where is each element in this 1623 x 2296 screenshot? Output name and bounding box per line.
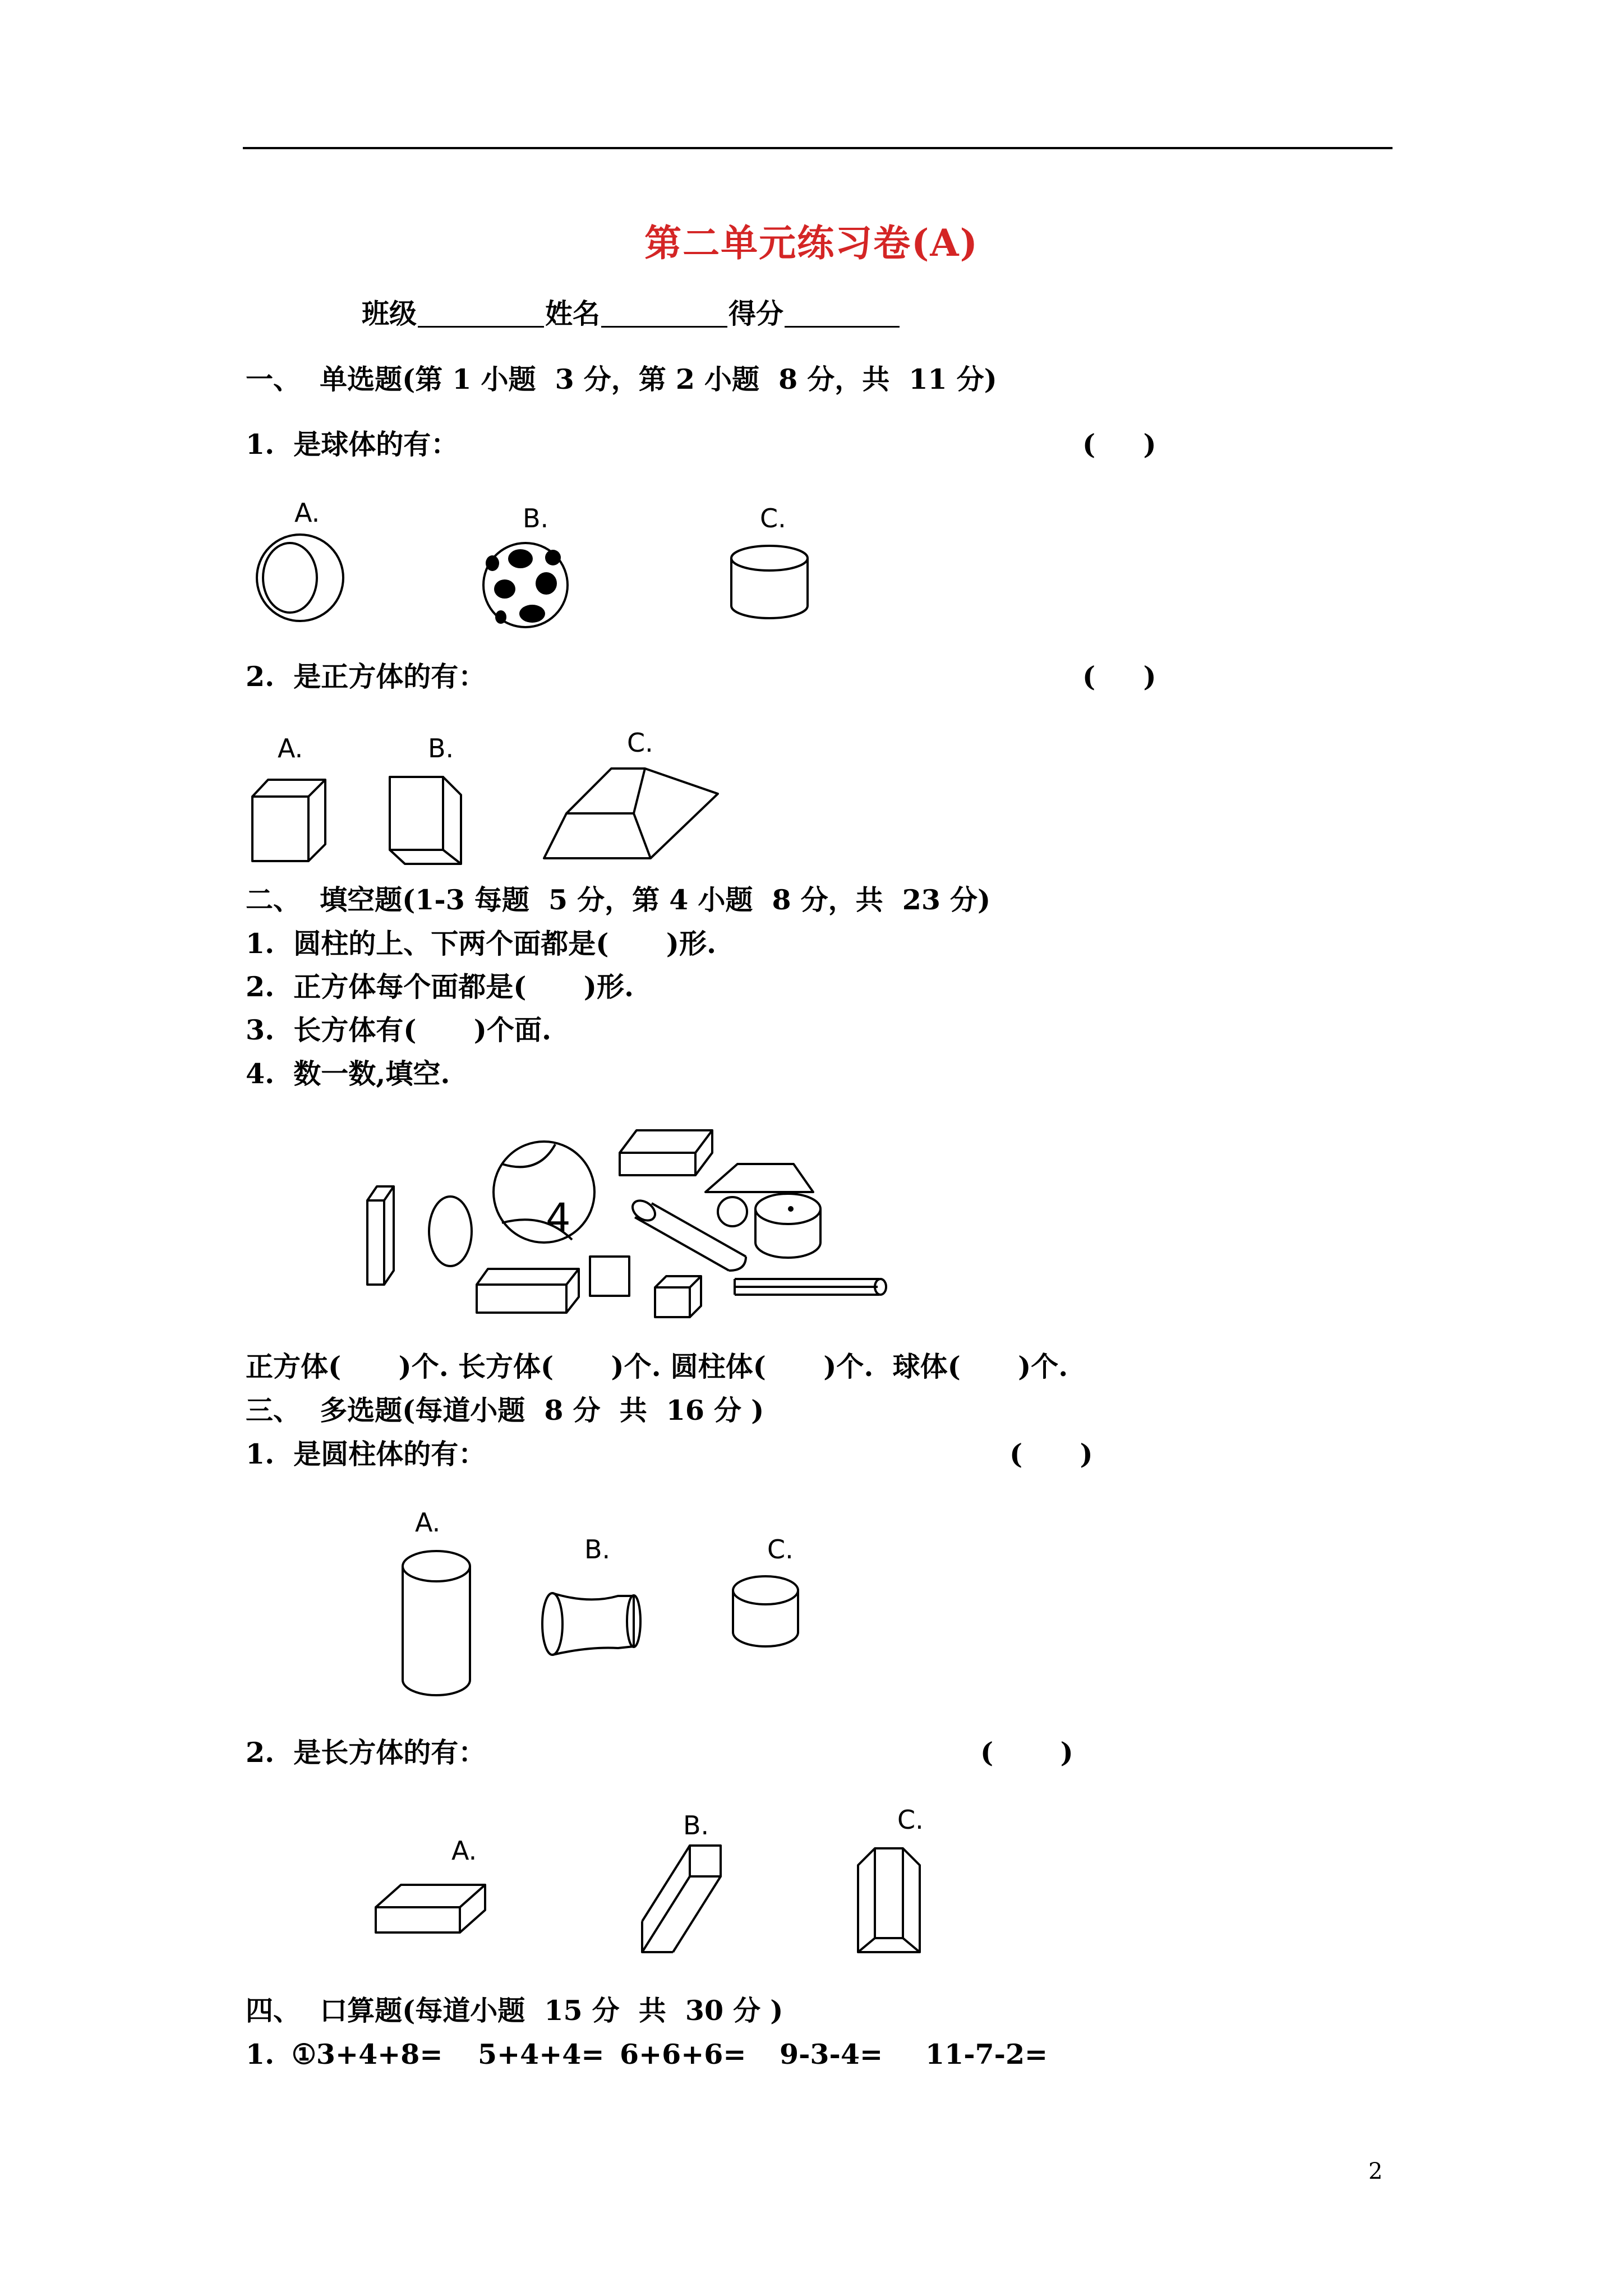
sec3-q1-figures	[387, 1503, 824, 1700]
option-b-label: B.	[683, 1810, 709, 1841]
sec1-q1-text: 1. 是球体的有：	[246, 428, 459, 461]
tall-box-shape	[367, 1186, 394, 1285]
cylinder-shape-c[interactable]	[731, 546, 808, 618]
shapes-count-figure	[359, 1116, 920, 1324]
option-b-label: B.	[584, 1534, 611, 1565]
name-label: 姓名	[545, 297, 601, 330]
sec2-q1-text: 1. 圆柱的上、下两个面都是( )形.	[246, 927, 717, 960]
ball-shape	[494, 1142, 594, 1243]
sec3-q2-figures	[365, 1795, 948, 1963]
sec2-q4-answer-line[interactable]: 正方体( )个. 长方体( )个. 圆柱体( )个. 球体( )个.	[246, 1350, 1068, 1383]
sec3-q1-answer-paren[interactable]: ( )	[1009, 1438, 1093, 1470]
mental-math-item-3[interactable]: 6+6+6=	[620, 2038, 746, 2070]
option-c-label: C.	[627, 728, 653, 758]
page-title: 第二单元练习卷(A)	[644, 221, 979, 265]
option-c-label: C.	[760, 503, 786, 533]
option-a-label: A.	[415, 1507, 441, 1538]
name-blank[interactable]	[601, 301, 727, 328]
score-label: 得分	[728, 297, 784, 330]
sec3-q1-text: 1. 是圆柱体的有：	[246, 1438, 486, 1470]
class-label: 班级	[362, 297, 417, 330]
section2-heading: 二、 填空题(1-3 每题 5 分，第 4 小题 8 分，共 23 分)	[246, 884, 991, 916]
mental-math-item-1[interactable]: ①3+4+8=	[292, 2038, 443, 2070]
slanted-box-shape-b[interactable]	[642, 1846, 721, 1952]
ellipse-shape	[429, 1197, 472, 1266]
frustum-shape-c[interactable]	[544, 769, 718, 858]
sec3-q2-answer-paren[interactable]: ( )	[980, 1736, 1073, 1769]
option-a-label: A.	[451, 1835, 477, 1866]
mental-math-item-5[interactable]: 11-7-2=	[925, 2038, 1048, 2070]
option-c-label: C.	[897, 1805, 924, 1835]
flat-box-shape-top	[620, 1130, 712, 1175]
square-shape	[590, 1257, 629, 1296]
cube-shape-b[interactable]	[390, 777, 461, 864]
mental-math-item-2[interactable]: 5+4+4=	[478, 2038, 605, 2070]
section1-heading: 一、 单选题(第 1 小题 3 分，第 2 小题 8 分，共 11 分)	[246, 363, 997, 395]
small-cube-shape	[655, 1276, 701, 1317]
short-cylinder-shape-c[interactable]	[733, 1576, 798, 1646]
sec1-q2-text: 2. 是正方体的有：	[246, 660, 486, 693]
sec2-q4-text: 4. 数一数,填空.	[246, 1057, 450, 1090]
rod-cylinder-shape	[735, 1279, 886, 1295]
section4-heading: 四、 口算题(每道小题 15 分 共 30 分 )	[246, 1994, 783, 2027]
short-cylinder-shape	[755, 1194, 820, 1258]
class-blank[interactable]	[418, 301, 544, 328]
option-a-label: A.	[294, 498, 320, 528]
option-a-label: A.	[278, 733, 303, 763]
option-b-label: B.	[428, 733, 454, 763]
mental-math-item-4[interactable]: 9-3-4=	[780, 2038, 883, 2070]
trapezoid-prism-shape	[706, 1164, 813, 1192]
waisted-shape-b[interactable]	[542, 1593, 640, 1655]
tall-cylinder-shape-a[interactable]	[403, 1551, 470, 1695]
sec1-q2-answer-paren[interactable]: ( )	[1082, 660, 1156, 693]
option-b-label: B.	[523, 503, 549, 533]
flat-box-shape-bottom	[477, 1269, 579, 1313]
header-rule	[243, 147, 1393, 149]
sphere-shape-a[interactable]	[257, 535, 343, 621]
ball-number: 4	[546, 1195, 571, 1241]
page-number: 2	[1368, 2159, 1383, 2184]
sec2-q3-text: 3. 长方体有( )个面.	[246, 1014, 552, 1046]
sec1-q2-figures	[241, 724, 735, 869]
option-c-label: C.	[767, 1534, 794, 1565]
soccer-ball-shape-b[interactable]	[483, 543, 568, 627]
sec3-q2-text: 2. 是长方体的有：	[246, 1736, 486, 1769]
section3-heading: 三、 多选题(每道小题 8 分 共 16 分 )	[246, 1394, 764, 1427]
sec2-q2-text: 2. 正方体每个面都是( )形.	[246, 970, 634, 1003]
score-blank[interactable]	[785, 301, 900, 328]
flat-box-shape-a[interactable]	[376, 1885, 485, 1932]
prism-shape-c[interactable]	[858, 1848, 920, 1952]
sec4-q1-number: 1.	[246, 2038, 275, 2070]
sec1-q1-answer-paren[interactable]: ( )	[1082, 428, 1156, 461]
cube-shape-a[interactable]	[252, 780, 325, 861]
student-info-line	[362, 297, 901, 330]
small-circle-shape	[718, 1197, 747, 1226]
sec1-q1-figures	[241, 494, 836, 639]
long-cylinder-shape	[629, 1197, 746, 1271]
